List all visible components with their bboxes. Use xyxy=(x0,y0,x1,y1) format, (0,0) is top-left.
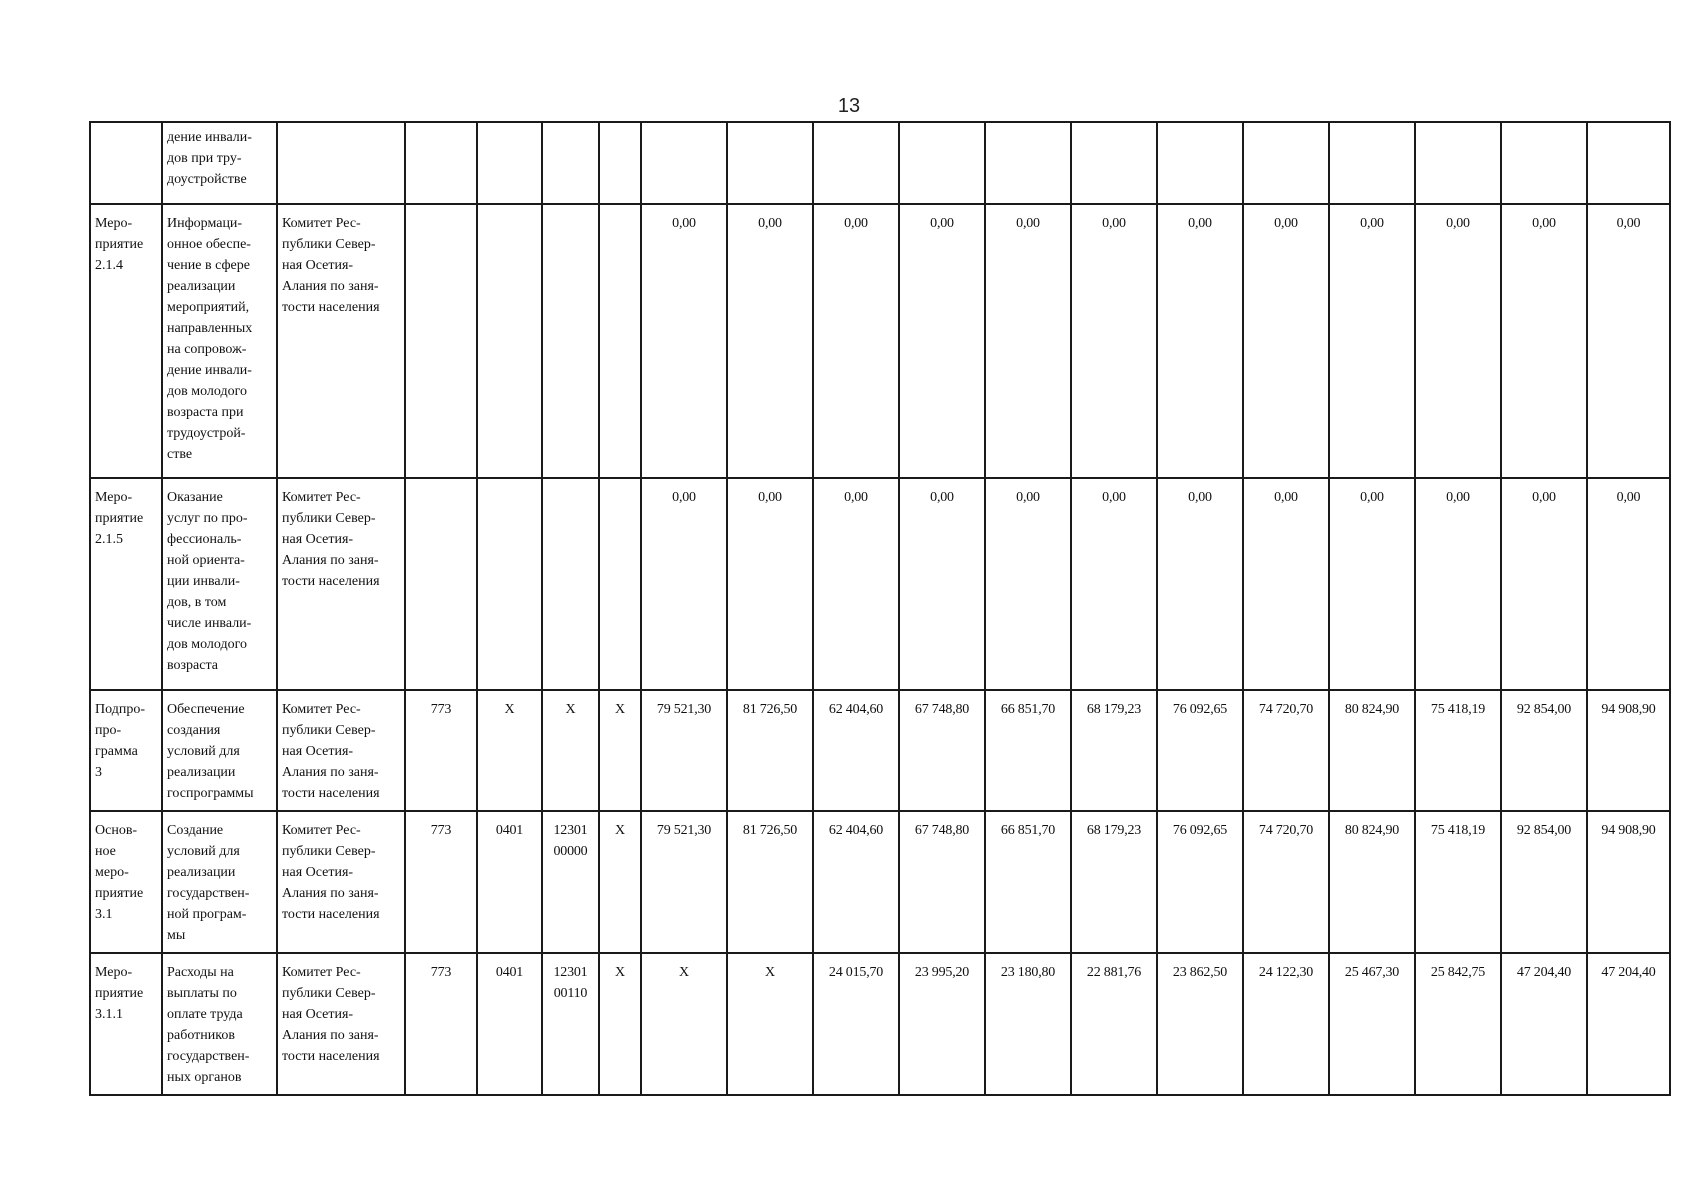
year-cell-5: 23 180,80 xyxy=(985,953,1071,1095)
year-cell-1: 0,00 xyxy=(641,478,727,690)
year-cell-3: 62 404,60 xyxy=(813,811,899,953)
name-cell: дение инвали- дов при тру- доустройстве xyxy=(162,122,277,204)
page-number: 13 xyxy=(837,95,861,117)
year-cell-9 xyxy=(1329,122,1415,204)
csr-cell xyxy=(542,122,599,204)
executor-cell: Комитет Рес- публики Север- ная Осетия- Алания по заня- тости населения xyxy=(277,204,405,478)
year-cell-2 xyxy=(727,122,813,204)
year-cell-1: 79 521,30 xyxy=(641,690,727,811)
rzpr-cell: 0401 xyxy=(477,811,542,953)
year-cell-3: 0,00 xyxy=(813,478,899,690)
year-cell-4: 0,00 xyxy=(899,204,985,478)
year-cell-6: 0,00 xyxy=(1071,204,1157,478)
year-cell-4: 67 748,80 xyxy=(899,690,985,811)
csr-cell: 12301 00000 xyxy=(542,811,599,953)
year-cell-6: 22 881,76 xyxy=(1071,953,1157,1095)
csr-cell: 12301 00110 xyxy=(542,953,599,1095)
year-cell-7: 76 092,65 xyxy=(1157,690,1243,811)
rzpr-cell xyxy=(477,204,542,478)
year-cell-8: 24 122,30 xyxy=(1243,953,1329,1095)
year-cell-2: 81 726,50 xyxy=(727,811,813,953)
year-cell-8: 0,00 xyxy=(1243,204,1329,478)
grbs-cell xyxy=(405,204,477,478)
year-cell-3 xyxy=(813,122,899,204)
name-cell: Оказание услуг по про- фессиональ- ной ориента- ции инвали- дов, в том числе инвали- дов молодого возраста xyxy=(162,478,277,690)
year-cell-7: 0,00 xyxy=(1157,204,1243,478)
year-cell-10: 25 842,75 xyxy=(1415,953,1501,1095)
year-cell-7: 0,00 xyxy=(1157,478,1243,690)
year-cell-10: 75 418,19 xyxy=(1415,811,1501,953)
year-cell-11: 47 204,40 xyxy=(1501,953,1587,1095)
year-cell-9: 25 467,30 xyxy=(1329,953,1415,1095)
status-cell: Меро- приятие 2.1.4 xyxy=(90,204,162,478)
status-cell: Основ- ное меро- приятие 3.1 xyxy=(90,811,162,953)
year-cell-11: 0,00 xyxy=(1501,204,1587,478)
year-cell-12: 94 908,90 xyxy=(1587,811,1670,953)
year-cell-7: 76 092,65 xyxy=(1157,811,1243,953)
budget-table xyxy=(89,121,1671,1096)
year-cell-7 xyxy=(1157,122,1243,204)
grbs-cell xyxy=(405,122,477,204)
year-cell-11: 92 854,00 xyxy=(1501,811,1587,953)
rzpr-cell xyxy=(477,122,542,204)
year-cell-11: 0,00 xyxy=(1501,478,1587,690)
year-cell-4 xyxy=(899,122,985,204)
year-cell-12: 0,00 xyxy=(1587,478,1670,690)
year-cell-5: 0,00 xyxy=(985,478,1071,690)
year-cell-4: 67 748,80 xyxy=(899,811,985,953)
name-cell: Создание условий для реализации государствен- ной програм- мы xyxy=(162,811,277,953)
rzpr-cell: X xyxy=(477,690,542,811)
year-cell-3: 62 404,60 xyxy=(813,690,899,811)
grbs-cell: 773 xyxy=(405,811,477,953)
csr-cell: X xyxy=(542,690,599,811)
executor-cell: Комитет Рес- публики Север- ная Осетия- Алания по заня- тости населения xyxy=(277,690,405,811)
year-cell-8: 74 720,70 xyxy=(1243,690,1329,811)
year-cell-1: 79 521,30 xyxy=(641,811,727,953)
year-cell-10: 0,00 xyxy=(1415,478,1501,690)
year-cell-2: 81 726,50 xyxy=(727,690,813,811)
year-cell-2: X xyxy=(727,953,813,1095)
grbs-cell: 773 xyxy=(405,953,477,1095)
name-cell: Информаци- онное обеспе- чение в сфере реализации мероприятий, направленных на сопровож- дение инвали- дов молодого возраста при трудоустрой- стве xyxy=(162,204,277,478)
year-cell-9: 0,00 xyxy=(1329,204,1415,478)
year-cell-8: 0,00 xyxy=(1243,478,1329,690)
year-cell-8: 74 720,70 xyxy=(1243,811,1329,953)
table-row-meropriyatie-2-1-4 xyxy=(90,204,1670,478)
year-cell-1: X xyxy=(641,953,727,1095)
vr-cell: X xyxy=(599,811,641,953)
year-cell-6: 68 179,23 xyxy=(1071,811,1157,953)
year-cell-5 xyxy=(985,122,1071,204)
vr-cell xyxy=(599,478,641,690)
year-cell-4: 0,00 xyxy=(899,478,985,690)
year-cell-3: 24 015,70 xyxy=(813,953,899,1095)
csr-cell xyxy=(542,478,599,690)
year-cell-2: 0,00 xyxy=(727,478,813,690)
year-cell-9: 80 824,90 xyxy=(1329,690,1415,811)
year-cell-2: 0,00 xyxy=(727,204,813,478)
year-cell-12: 0,00 xyxy=(1587,204,1670,478)
rzpr-cell xyxy=(477,478,542,690)
year-cell-12: 94 908,90 xyxy=(1587,690,1670,811)
table-row-meropriyatie-2-1-5 xyxy=(90,478,1670,690)
table-row-podprogramma-3 xyxy=(90,690,1670,811)
csr-cell xyxy=(542,204,599,478)
name-cell: Обеспечение создания условий для реализации госпрограммы xyxy=(162,690,277,811)
year-cell-4: 23 995,20 xyxy=(899,953,985,1095)
rzpr-cell: 0401 xyxy=(477,953,542,1095)
year-cell-10: 75 418,19 xyxy=(1415,690,1501,811)
grbs-cell: 773 xyxy=(405,690,477,811)
year-cell-10: 0,00 xyxy=(1415,204,1501,478)
year-cell-1 xyxy=(641,122,727,204)
year-cell-6: 0,00 xyxy=(1071,478,1157,690)
year-cell-3: 0,00 xyxy=(813,204,899,478)
year-cell-8 xyxy=(1243,122,1329,204)
year-cell-11: 92 854,00 xyxy=(1501,690,1587,811)
status-cell xyxy=(90,122,162,204)
table-row-continuation xyxy=(90,122,1670,204)
year-cell-5: 66 851,70 xyxy=(985,811,1071,953)
status-cell: Подпро- про- грамма 3 xyxy=(90,690,162,811)
vr-cell xyxy=(599,204,641,478)
vr-cell xyxy=(599,122,641,204)
grbs-cell xyxy=(405,478,477,690)
executor-cell: Комитет Рес- публики Север- ная Осетия- Алания по заня- тости населения xyxy=(277,478,405,690)
year-cell-1: 0,00 xyxy=(641,204,727,478)
table-body xyxy=(90,122,1670,1095)
status-cell: Меро- приятие 2.1.5 xyxy=(90,478,162,690)
vr-cell: X xyxy=(599,690,641,811)
vr-cell: X xyxy=(599,953,641,1095)
status-cell: Меро- приятие 3.1.1 xyxy=(90,953,162,1095)
year-cell-6: 68 179,23 xyxy=(1071,690,1157,811)
name-cell: Расходы на выплаты по оплате труда работников государствен- ных органов xyxy=(162,953,277,1095)
year-cell-12 xyxy=(1587,122,1670,204)
year-cell-5: 66 851,70 xyxy=(985,690,1071,811)
year-cell-9: 80 824,90 xyxy=(1329,811,1415,953)
executor-cell xyxy=(277,122,405,204)
executor-cell: Комитет Рес- публики Север- ная Осетия- Алания по заня- тости населения xyxy=(277,811,405,953)
table-row-osnovnoe-meropriyatie-3-1 xyxy=(90,811,1670,953)
year-cell-6 xyxy=(1071,122,1157,204)
year-cell-10 xyxy=(1415,122,1501,204)
year-cell-9: 0,00 xyxy=(1329,478,1415,690)
year-cell-7: 23 862,50 xyxy=(1157,953,1243,1095)
year-cell-5: 0,00 xyxy=(985,204,1071,478)
executor-cell: Комитет Рес- публики Север- ная Осетия- Алания по заня- тости населения xyxy=(277,953,405,1095)
year-cell-12: 47 204,40 xyxy=(1587,953,1670,1095)
table-row-meropriyatie-3-1-1 xyxy=(90,953,1670,1095)
year-cell-11 xyxy=(1501,122,1587,204)
